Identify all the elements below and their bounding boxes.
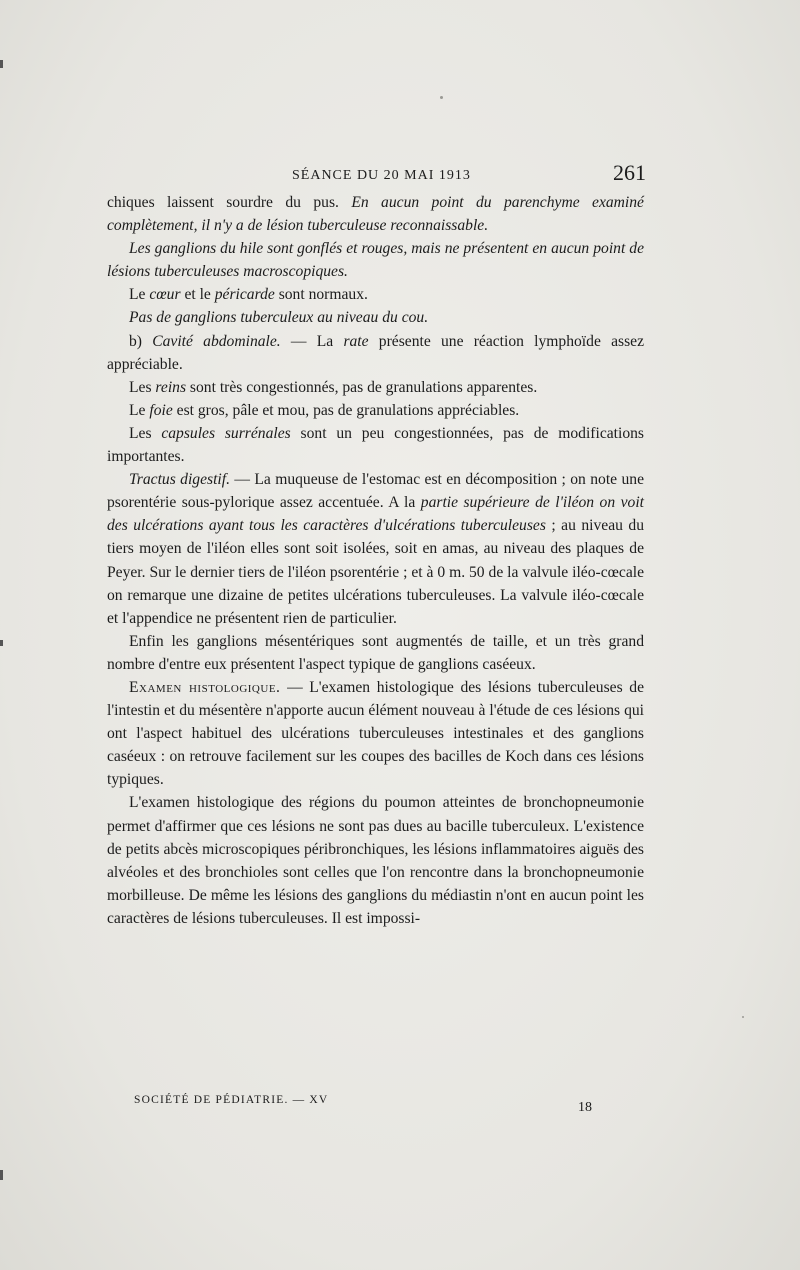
paper-speck bbox=[440, 96, 443, 99]
text-run: et le bbox=[180, 286, 215, 304]
italic-run: péricarde bbox=[214, 286, 275, 304]
italic-run: En aucun point du parenchyme examiné complètement, il n'y a de lésion tuberculeuse reconnaissable. bbox=[107, 194, 644, 235]
text-run: Le bbox=[129, 286, 150, 304]
footer-title: SOCIÉTÉ DE PÉDIATRIE. — XV bbox=[134, 1094, 329, 1106]
text-run: Enfin les ganglions mésentériques sont augmentés de taille, et un très grand nombre d'entre eux présentent l'aspect typique de ganglions caséeux. bbox=[107, 632, 644, 673]
italic-run: Tractus digestif. bbox=[129, 471, 230, 489]
paragraph-p10 bbox=[107, 630, 644, 676]
italic-run: Les ganglions du hile sont gonflés et rouges, mais ne présentent en aucun point de lésions tuberculeuses macroscopiques. bbox=[107, 240, 644, 281]
margin-mark bbox=[0, 1170, 3, 1180]
paragraph-p1 bbox=[107, 191, 644, 237]
text-run: sont normaux. bbox=[274, 286, 368, 304]
page-number: 261 bbox=[613, 160, 646, 185]
body-text bbox=[107, 191, 644, 930]
page-footer bbox=[134, 1094, 604, 1115]
text-run: sont très congestionnés, pas de granulations apparentes. bbox=[186, 378, 538, 396]
text-run: présente une réaction lymphoïde assez appréciable. bbox=[107, 332, 644, 373]
page-header bbox=[107, 160, 650, 190]
italic-run: Pas de ganglions tuberculeux au niveau du cou. bbox=[129, 309, 429, 327]
paragraph-p11 bbox=[107, 676, 644, 791]
text-run: b) bbox=[129, 332, 153, 350]
text-run: — L'examen histologique des lésions tuberculeuses de l'intestin et du mésentère n'apporte aucun élément nouveau à l'étude de ces lésions qui ont l'aspect habituel des ulcérations tuberculeuses intestinales et des ganglions caséeux : on retrouve facilement sur les coupes des bacilles de Koch dans ces lésions typiques. bbox=[107, 678, 644, 789]
italic-run: Cavité abdominale. bbox=[152, 332, 281, 350]
section-heading: Examen histologique. bbox=[129, 678, 281, 696]
italic-run: rate bbox=[343, 332, 369, 350]
text-run: L'examen histologique des régions du poumon atteintes de bronchopneumonie permet d'affirmer que ces lésions ne sont pas dues au bacille tuberculeux. L'existence de petits abcès microscopiques péribronchiques, les lésions inflammatoires aiguës des alvéoles et des bronchioles sont celles que l'on rencontre dans la bronchopneumonie morbilleuse. De même les lésions des ganglions du médiastin n'ont en aucun point les caractères de lésions tuberculeuses. Il est impossi- bbox=[107, 794, 644, 927]
paragraph-p9 bbox=[107, 468, 644, 630]
italic-run: partie supérieure de l'iléon on voit des ulcérations ayant tous les caractères d'ulcérations tuberculeuses bbox=[107, 494, 644, 535]
text-run: Le bbox=[129, 401, 150, 419]
text-run: — La muqueuse de l'estomac est en décomposition ; on note une psorentérie sous-pylorique assez accentuée. A la bbox=[107, 471, 644, 512]
running-head: SÉANCE DU 20 MAI 1913 bbox=[292, 168, 471, 183]
paragraph-p12 bbox=[107, 791, 644, 930]
paragraph-p2 bbox=[107, 237, 644, 283]
italic-run: cœur bbox=[149, 286, 181, 304]
margin-mark bbox=[0, 640, 3, 646]
text-run: sont un peu congestionnées, pas de modifications importantes. bbox=[107, 424, 644, 466]
text-run: chiques laissent sourdre du pus. bbox=[107, 194, 352, 211]
italic-run: capsules surrénales bbox=[161, 424, 291, 442]
italic-run: reins bbox=[155, 378, 187, 396]
text-run: ; au niveau du tiers moyen de l'iléon elles sont soit isolées, soit en amas, au niveau des plaques de Peyer. Sur le dernier tiers de l'iléon psorentérie ; et à 0 m. 50 de la valvule iléo-cœcale on remarque une dizaine de petites ulcérations tuberculeuses. La valvule iléo-cœcale et l'appendice ne présentent rien de particulier. bbox=[107, 517, 644, 627]
paragraph-p7 bbox=[107, 399, 644, 422]
paragraph-p5 bbox=[107, 330, 644, 376]
text-run: — La bbox=[280, 332, 344, 350]
signature-mark: 18 bbox=[578, 1100, 592, 1115]
margin-mark bbox=[0, 60, 3, 68]
paragraph-p3 bbox=[107, 283, 644, 306]
italic-run: foie bbox=[149, 401, 173, 419]
text-run: Les bbox=[129, 424, 162, 442]
paragraph-p8 bbox=[107, 422, 644, 468]
paper-speck bbox=[742, 1016, 744, 1018]
text-run: est gros, pâle et mou, pas de granulations appréciables. bbox=[172, 401, 520, 419]
text-run: Les bbox=[129, 378, 156, 396]
paragraph-p6 bbox=[107, 376, 644, 399]
paragraph-p4 bbox=[107, 306, 644, 329]
